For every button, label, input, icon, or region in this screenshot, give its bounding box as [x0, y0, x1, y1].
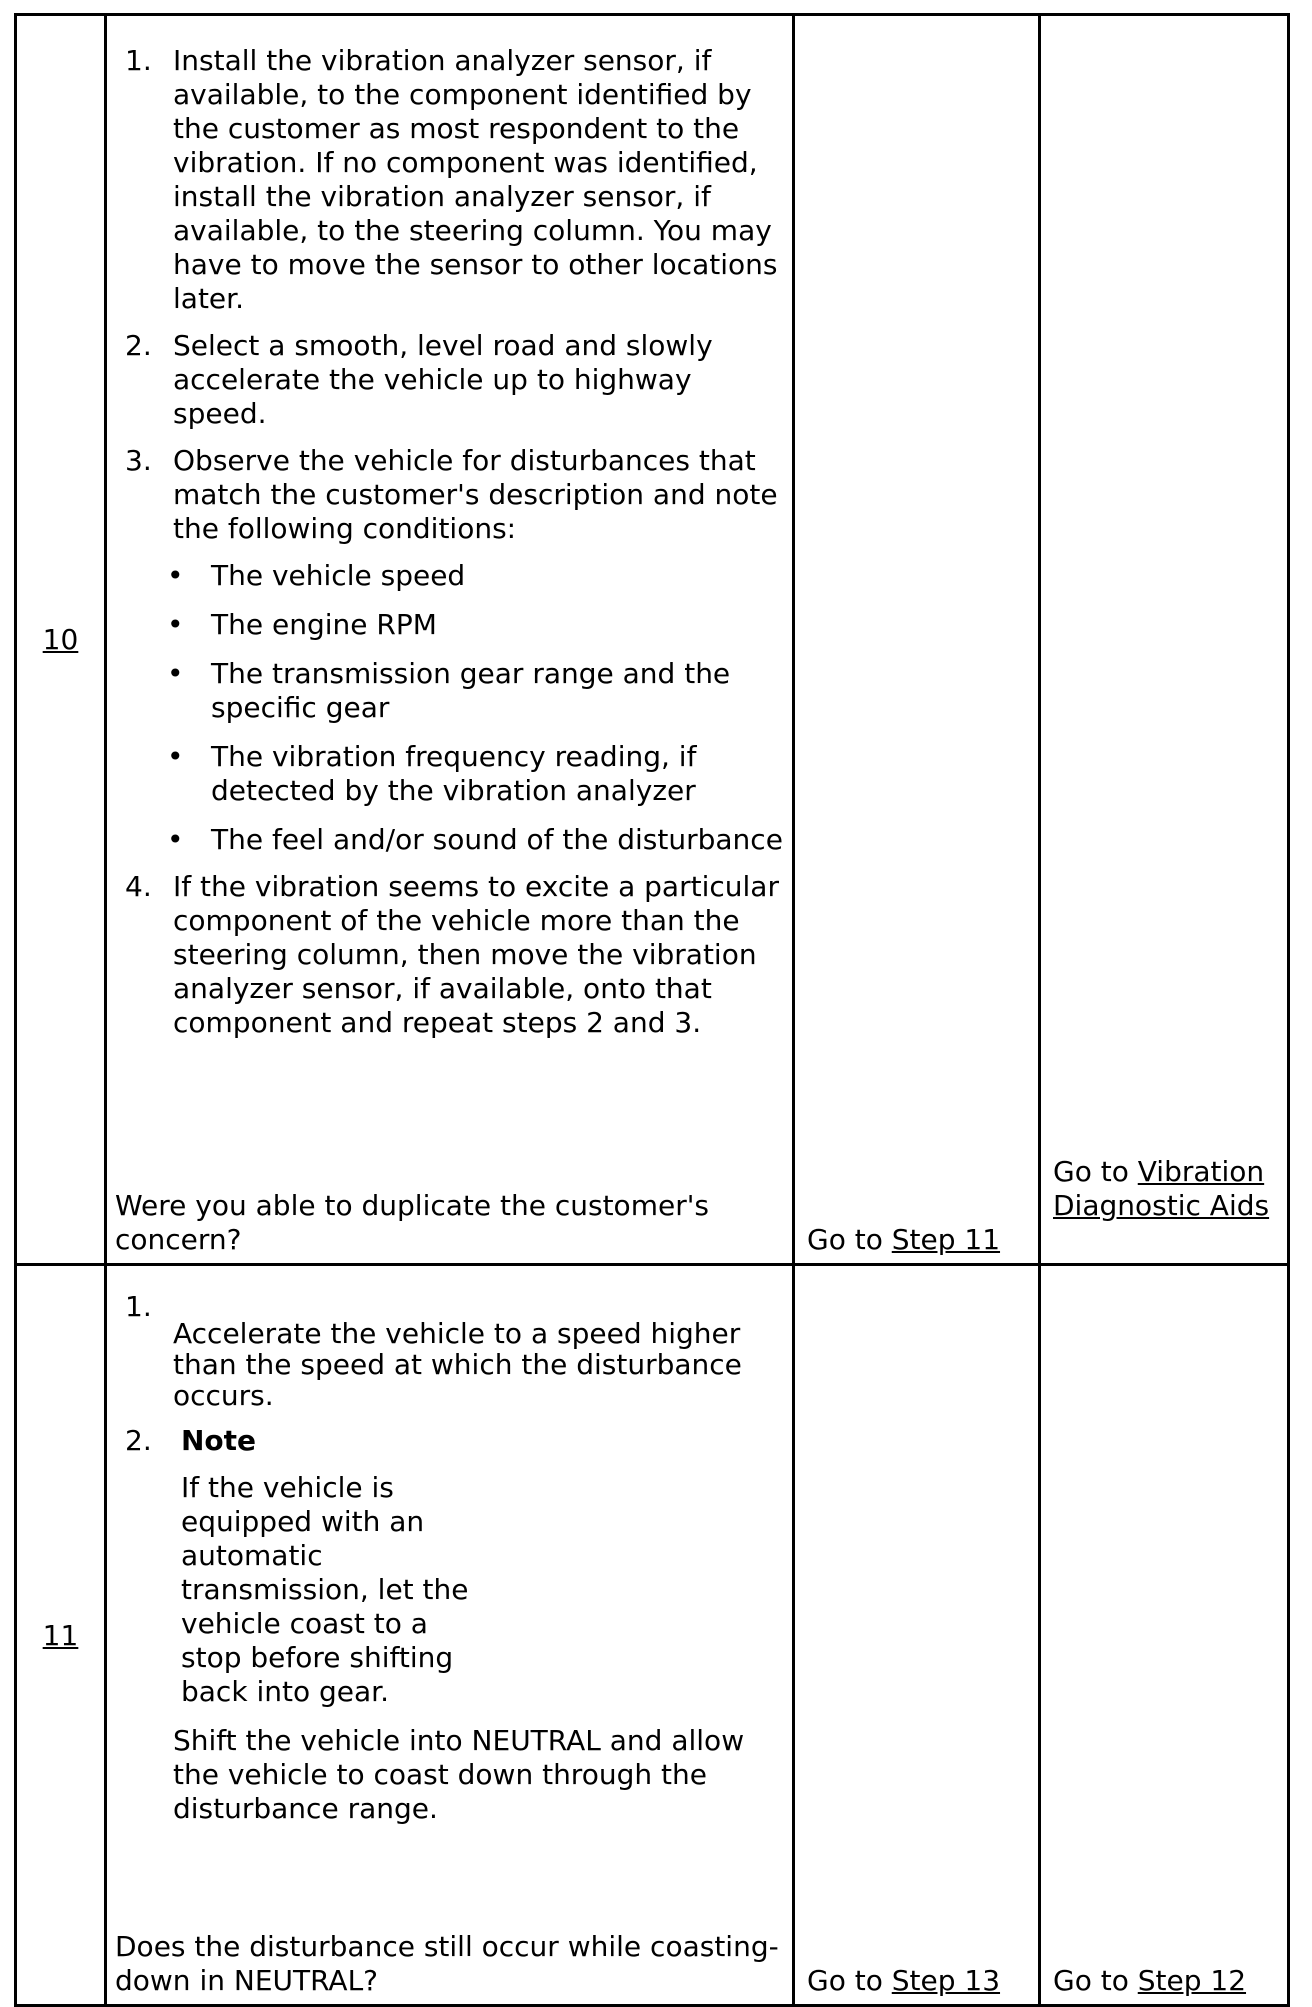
goto-vibration-diagnostic-aids-link[interactable]: Vibration Diagnostic Aids: [1053, 1155, 1270, 1222]
item-number: 4.: [125, 870, 152, 903]
bullet-item: • The vehicle speed: [107, 559, 792, 593]
list-item: [107, 329, 792, 431]
goto-prefix: Go to: [1053, 1155, 1138, 1188]
item-text: Select a smooth, level road and slowly accelerate the vehicle up to highway speed.: [173, 329, 713, 430]
list-item: [107, 444, 792, 857]
yes-cell: [794, 15, 1040, 1265]
action-cell: [106, 15, 794, 1265]
bullet-item: • The engine RPM: [107, 608, 792, 642]
action-list: [107, 16, 792, 1040]
table-row: [16, 15, 1289, 1265]
yes-cell: [794, 1265, 1040, 2006]
goto-prefix: Go to: [1053, 1964, 1138, 1997]
list-item: [107, 870, 792, 1040]
item-number: 3.: [125, 444, 152, 477]
step-11-link[interactable]: 11: [42, 1618, 79, 1652]
item-text: Observe the vehicle for disturbances that match the customer's description and note the following conditions:: [173, 444, 778, 545]
list-item: [107, 1424, 792, 1826]
list-item: [107, 1290, 792, 1412]
action-cell: [106, 1265, 794, 2006]
note-box: [173, 1424, 491, 1709]
question-text: Does the disturbance still occur while coasting-down in NEUTRAL?: [115, 1930, 779, 1997]
table-row: [16, 1265, 1289, 2006]
item-text: Accelerate the vehicle to a speed higher than the speed at which the disturbance occurs.: [173, 1317, 742, 1412]
diagnostic-steps-table: [14, 13, 1290, 2007]
note-text: If the vehicle is equipped with an automatic transmission, let the vehicle coast to a stop before shifting back into gear.: [181, 1471, 469, 1708]
conditions-list: [107, 559, 792, 857]
item-text: Shift the vehicle into NEUTRAL and allow the vehicle to coast down through the disturbance range.: [173, 1724, 745, 1825]
step-number-cell: [16, 1265, 106, 2006]
list-item: [107, 44, 792, 316]
item-text: Install the vibration analyzer sensor, if available, to the component identified by the customer as most respondent to the vibration. If no component was identified, install the vibration analyzer sensor, if available, to the steering column. You may have to move the sensor to other locations later.: [173, 44, 778, 315]
item-number: 1.: [125, 1290, 152, 1323]
bullet-item: • The transmission gear range and the specific gear: [107, 657, 792, 725]
goto-step-11-link[interactable]: Step 11: [891, 1223, 1001, 1256]
bullet-item: • The feel and/or sound of the disturbance: [107, 823, 792, 857]
bullet-item: • The vibration frequency reading, if detected by the vibration analyzer: [107, 740, 792, 808]
item-text: If the vibration seems to excite a particular component of the vehicle more than the steering column, then move the vibration analyzer sensor, if available, onto that component and repeat steps 2 and 3.: [173, 870, 779, 1039]
item-number: 2.: [125, 1424, 152, 1457]
step-number-cell: [16, 15, 106, 1265]
note-title: Note: [181, 1424, 257, 1457]
goto-step-12-link[interactable]: Step 12: [1137, 1964, 1247, 1997]
item-number: 2.: [125, 329, 152, 362]
no-cell: [1040, 1265, 1289, 2006]
goto-step-13-link[interactable]: Step 13: [891, 1964, 1001, 1997]
no-cell: [1040, 15, 1289, 1265]
goto-prefix: Go to: [807, 1223, 892, 1256]
step-10-link[interactable]: 10: [42, 623, 79, 656]
action-list: [107, 1266, 792, 1826]
goto-prefix: Go to: [807, 1964, 892, 1997]
question-text: Were you able to duplicate the customer's concern?: [115, 1189, 709, 1256]
item-number: 1.: [125, 44, 152, 77]
